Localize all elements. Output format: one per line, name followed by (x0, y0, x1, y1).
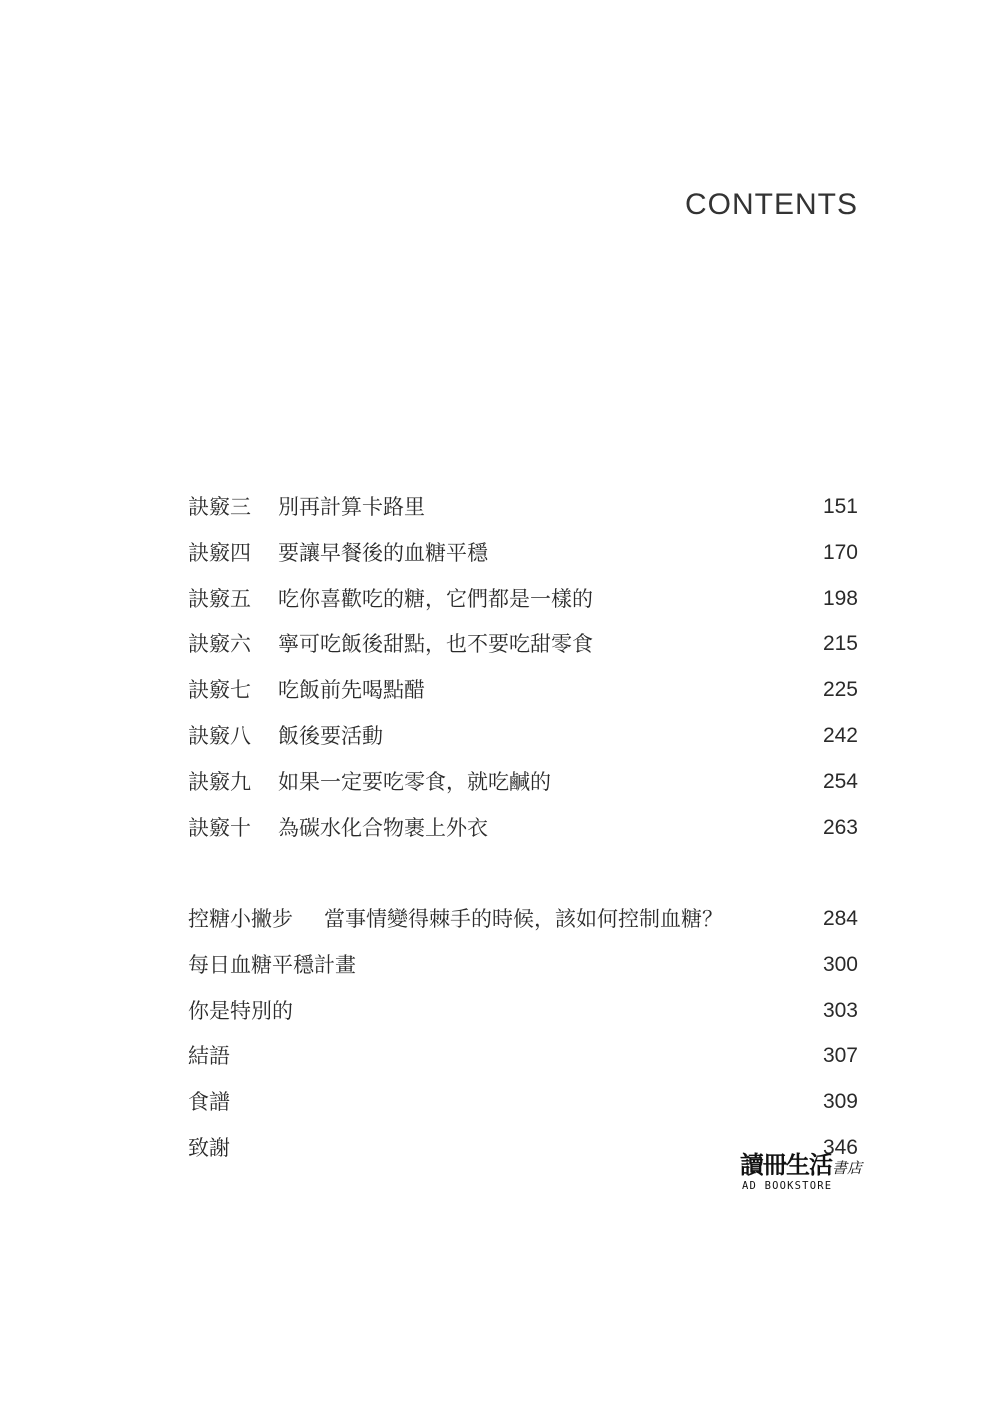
toc-entry-label: 訣竅七 (188, 678, 251, 703)
bookstore-logo-suffix: 書店 (832, 1159, 863, 1177)
toc-entry (188, 993, 860, 1039)
toc-entry-label: 訣竅六 (188, 632, 251, 657)
toc-entry-label: 訣竅十 (188, 815, 251, 840)
toc-entry-page: 225 (822, 678, 858, 702)
toc-entry-title: 當事情變得棘手的時候，該如何控制血糖？ (324, 907, 723, 931)
toc-entry-page: 303 (822, 998, 858, 1022)
toc-entry-page: 151 (822, 495, 858, 518)
page-title: CONTENTS (685, 188, 858, 222)
bookstore-watermark-logo (740, 1152, 900, 1196)
toc-entry-title: 致謝 (188, 1135, 230, 1160)
toc-entry-page: 263 (822, 815, 858, 839)
toc-list-main (188, 489, 860, 855)
toc-entry-label: 訣竅九 (188, 769, 251, 794)
toc-entry-title: 為碳水化合物裹上外衣 (278, 815, 488, 840)
toc-entry-title: 寧可吃飯後甜點，也不要吃甜零食 (278, 632, 593, 657)
toc-entry-title: 結語 (188, 1044, 230, 1069)
toc-entry-title: 如果一定要吃零食，就吃鹹的 (278, 769, 551, 794)
toc-entry-title: 你是特別的 (188, 998, 293, 1023)
toc-entry (188, 1084, 860, 1130)
toc-entry (188, 626, 860, 672)
toc-entry (188, 901, 860, 947)
toc-entry-page: 346 (822, 1135, 858, 1159)
toc-list-extra (188, 901, 863, 1177)
toc-entry-label: 控糖小撇步 (188, 907, 293, 931)
toc-entry-page: 170 (822, 540, 858, 564)
bookstore-logo-mark (740, 1152, 862, 1181)
toc-entry-page: 242 (822, 723, 858, 747)
toc-entry-label: 訣竅四 (188, 540, 251, 565)
toc-entry-label: 訣竅五 (188, 586, 251, 611)
toc-entry-title: 每日血糖平穩計畫 (188, 952, 356, 977)
toc-entry-page: 307 (822, 1044, 858, 1068)
toc-entry-label: 訣竅八 (188, 723, 251, 748)
toc-entry-page: 215 (822, 632, 858, 656)
toc-entry-title: 別再計算卡路里 (278, 495, 425, 519)
toc-entry (188, 489, 860, 535)
toc-entry (188, 581, 860, 627)
toc-entry (188, 810, 860, 856)
toc-entry-title: 吃你喜歡吃的糖，它們都是一樣的 (278, 586, 593, 611)
toc-entry-title: 食譜 (188, 1090, 230, 1115)
toc-entry-title: 吃飯前先喝點醋 (278, 678, 425, 703)
toc-entry-page: 198 (822, 586, 858, 610)
toc-entry-title: 飯後要活動 (278, 723, 383, 748)
toc-entry-page: 254 (822, 769, 858, 793)
bookstore-logo-text: 讀冊生活 (740, 1151, 832, 1179)
toc-entry-page: 309 (822, 1090, 858, 1114)
toc-entry (188, 718, 860, 764)
toc-entry (188, 672, 860, 718)
toc-entry (188, 535, 860, 581)
toc-entry (188, 764, 860, 810)
bookstore-logo-subtext: AD BOOKSTORE (742, 1180, 833, 1192)
toc-entry-title: 要讓早餐後的血糖平穩 (278, 540, 488, 565)
toc-entry-page: 284 (822, 907, 858, 930)
toc-entry (188, 1038, 860, 1084)
toc-entry (188, 947, 860, 993)
toc-entry-page: 300 (822, 952, 858, 976)
toc-entry-label: 訣竅三 (188, 495, 251, 519)
